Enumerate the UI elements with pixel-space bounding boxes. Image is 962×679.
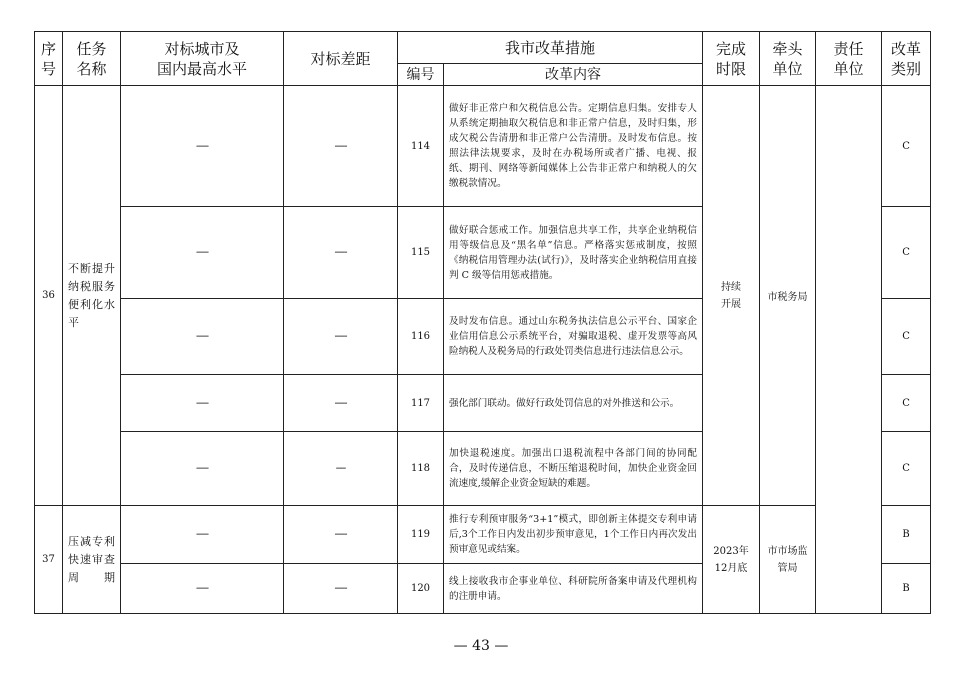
category-cell: C [882,207,931,299]
category-cell: B [882,564,931,614]
measure-number: 116 [398,299,444,375]
benchmark-cell: ----- [121,299,284,375]
category-cell: B [882,506,931,564]
header-task-name: 任务 名称 [63,32,121,86]
reform-measures-table [34,31,931,614]
category-cell: C [882,86,931,207]
measure-number: 114 [398,86,444,207]
resp-unit-cell [816,86,882,614]
deadline-cell: 2023年 12月底 [703,506,760,614]
header-lead-unit: 牵头 单位 [760,32,816,86]
benchmark-cell: ----- [121,375,284,432]
header-category: 改革 类别 [882,32,931,86]
benchmark-cell: ----- [121,564,284,614]
gap-cell: ----- [284,207,398,299]
page-number: — 43 — [453,638,509,654]
header-gap: 对标差距 [284,32,398,86]
lead-unit-cell: 市税务局 [760,86,816,506]
lead-unit-cell: 市市场监 管局 [760,506,816,614]
measure-content: 加快退税速度。加强出口退税流程中各部门间的协同配合，及时传递信息，不断压缩退税时间，加快企业资金回流速度,缓解企业资金短缺的难题。 [444,432,703,506]
measure-content: 做好非正常户和欠税信息公告。定期信息归集。安排专人从系统定期抽取欠税信息和非正常户信息，及时归集，形成欠税公告清册和非正常户公告清册。及时发布信息。按照法律法规要求，及时在办税场所或者广播、电视、报纸、期刊、网络等新闻媒体上公告非正常户和纳税人的欠缴税款情况。 [444,86,703,207]
measure-number: 119 [398,506,444,564]
measure-content: 线上接收我市企事业单位、科研院所备案申请及代理机构的注册申请。 [444,564,703,614]
header-measure-no: 编号 [398,64,444,86]
benchmark-cell: ----- [121,432,284,506]
seq-cell: 36 [35,86,63,506]
measure-content: 及时发布信息。通过山东税务执法信息公示平台、国家企业信用信息公示系统平台，对骗取退税、虚开发票等高风险纳税人及税务局的行政处罚类信息进行违法信息公示。 [444,299,703,375]
category-cell: C [882,375,931,432]
task-name-cell: 不断提升纳税服务便利化水平 [63,86,121,506]
category-cell: C [882,299,931,375]
measure-content: 做好联合惩戒工作。加强信息共享工作，共享企业纳税信用等级信息及“黑名单”信息。严格落实惩戒制度，按照《纳税信用管理办法(试行)》，及时落实企业纳税信用直接判 C 级等信用惩戒措施。 [444,207,703,299]
header-deadline: 完成 时限 [703,32,760,86]
seq-cell: 37 [35,506,63,614]
measure-number: 115 [398,207,444,299]
gap-cell: ----- [284,86,398,207]
gap-cell: ---- [284,432,398,506]
task-name-cell: 压减专利快速审查周期 [63,506,121,614]
header-resp-unit: 责任 单位 [816,32,882,86]
table-row [35,506,931,564]
gap-cell: ----- [284,375,398,432]
header-benchmark: 对标城市及 国内最高水平 [121,32,284,86]
header-measure-content: 改革内容 [444,64,703,86]
deadline-cell: 持续 开展 [703,86,760,506]
gap-cell: ----- [284,506,398,564]
header-seq: 序 号 [35,32,63,86]
header-measures: 我市改革措施 [398,32,703,64]
benchmark-cell: ----- [121,506,284,564]
measure-number: 118 [398,432,444,506]
measure-number: 120 [398,564,444,614]
gap-cell: ----- [284,299,398,375]
measure-content: 强化部门联动。做好行政处罚信息的对外推送和公示。 [444,375,703,432]
benchmark-cell: ----- [121,207,284,299]
benchmark-cell: ----- [121,86,284,207]
measure-number: 117 [398,375,444,432]
table-row [35,86,931,207]
category-cell: C [882,432,931,506]
gap-cell: ----- [284,564,398,614]
measure-content: 推行专利预审服务“3+1”模式，即创新主体提交专利申请后,3个工作日内发出初步预审意见，1个工作日内再次发出预审意见或结案。 [444,506,703,564]
